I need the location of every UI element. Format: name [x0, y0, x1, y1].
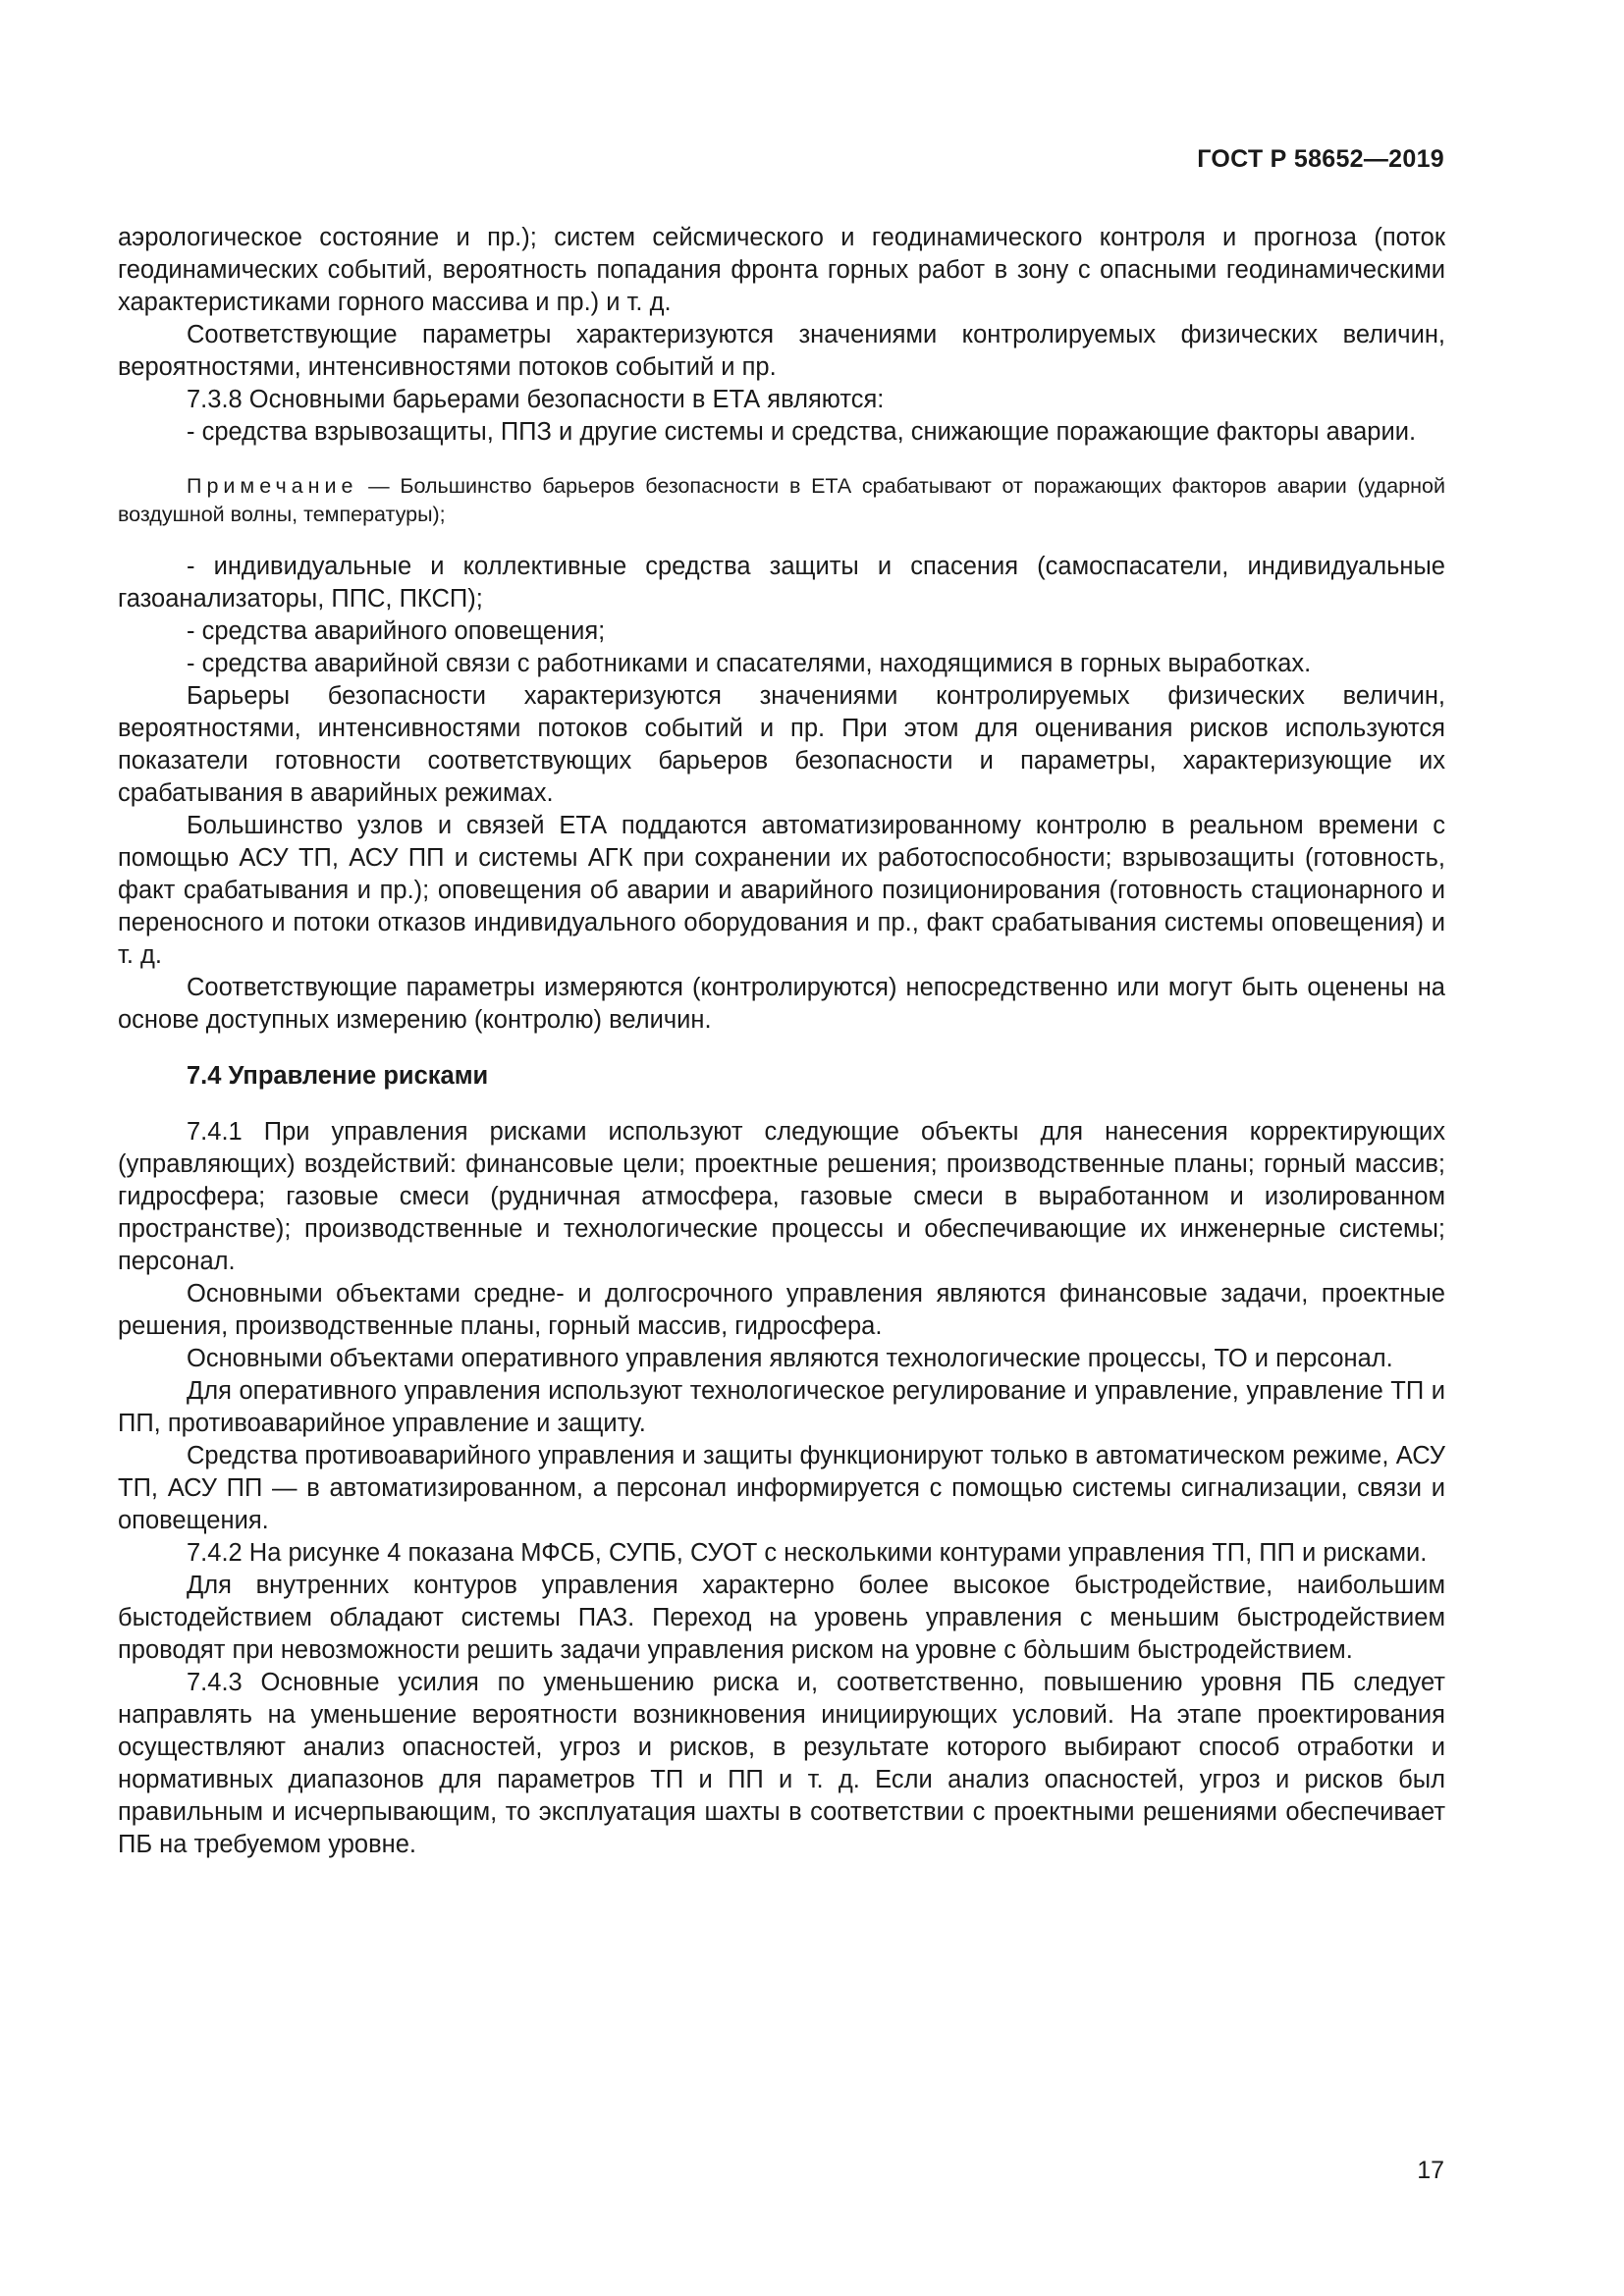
page-body — [118, 222, 1445, 1861]
paragraph: Для внутренних контуров управления характерно более высокое быстродействие, наибольшим быстодействием обладают системы ПАЗ. Переход на уровень управления с меньшим быстродействием проводят при невозможности решить задачи управления риском на уровне с бо̀льшим быстродействием. — [118, 1572, 1445, 1664]
list-item: - средства взрывозащиты, ППЗ и другие системы и средства, снижающие поражающие факторы аварии. — [187, 418, 1417, 446]
note — [118, 472, 1445, 529]
paragraph: Основными объектами оперативного управления являются технологические процессы, ТО и персонал. — [187, 1345, 1393, 1372]
clause-7-3-8: 7.3.8 Основными барьерами безопасности в ЕТА являются: — [187, 386, 885, 413]
paragraph: аэрологическое состояние и пр.); систем сейсмического и геодинамического контроля и прогноза (поток геодинамических событий, вероятность попадания фронта горных работ в зону с опасными геодинамическими характеристиками горного массива и пр.) и т. д. — [118, 224, 1445, 316]
list-item: - средства аварийного оповещения; — [187, 617, 606, 645]
clause-7-4-2: 7.4.2 На рисунке 4 показана МФСБ, СУПБ, СУОТ с несколькими контурами управления ТП, ПП и рисками. — [187, 1539, 1428, 1567]
clause-7-4-3: 7.4.3 Основные усилия по уменьшению риска и, соответственно, повышению уровня ПБ следует направлять на уменьшение вероятности возникновения инициирующих условий. На этапе проектирования осуществляют анализ опасностей, угроз и рисков, в результате которого выбирают способ отработки и нормативных диапазонов для параметров ТП и ПП и т. д. Если анализ опасностей, угроз и рисков был правильным и исчерпывающим, то эксплуатация шахты в соответствии с проектными решениями обеспечивает ПБ на требуемом уровне. — [118, 1669, 1445, 1858]
paragraph: Основными объектами средне- и долгосрочного управления являются финансовые задачи, проектные решения, производственные планы, горный массив, гидросфера. — [118, 1280, 1445, 1340]
paragraph: Соответствующие параметры характеризуются значениями контролируемых физических величин, вероятностями, интенсивностями потоков событий и пр. — [118, 321, 1445, 381]
page-number: 17 — [1417, 2157, 1444, 2184]
note-label: Примечание — [187, 474, 358, 498]
paragraph: Соответствующие параметры измеряются (контролируются) непосредственно или могут быть оценены на основе доступных измерению (контролю) величин. — [118, 974, 1445, 1034]
document-header: ГОСТ Р 58652—2019 — [1197, 145, 1444, 173]
paragraph: Для оперативного управления используют технологическое регулирование и управление, управление ТП и ПП, противоаварийное управление и защиту. — [118, 1377, 1445, 1437]
list-item: - средства аварийной связи с работниками и спасателями, находящимися в горных выработках. — [187, 650, 1312, 677]
paragraph: Барьеры безопасности характеризуются значениями контролируемых физических величин, вероятностями, интенсивностями потоков событий и пр. При этом для оценивания рисков используются показатели готовности соответствующих барьеров безопасности и параметры, характеризующие их срабатывания в аварийных режимах. — [118, 682, 1445, 807]
section-title: 7.4 Управление рисками — [187, 1062, 489, 1090]
list-item: - индивидуальные и коллективные средства защиты и спасения (самоспасатели, индивидуальные газоанализаторы, ППС, ПКСП); — [118, 553, 1445, 613]
paragraph: Большинство узлов и связей ЕТА поддаются автоматизированному контролю в реальном времени с помощью АСУ ТП, АСУ ПП и системы АГК при сохранении их работоспособности; взрывозащиты (готовность, факт срабатывания и пр.); оповещения об аварии и аварийного позиционирования (готовность стационарного и переносного и потоки отказов индивидуального оборудования и пр., факт срабатывания системы оповещения) и т. д. — [118, 812, 1445, 969]
note-text: — Большинство барьеров безопасности в ЕТА срабатывают от поражающих факторов аварии (ударной воздушной волны, температуры); — [118, 474, 1445, 526]
paragraph: Средства противоаварийного управления и защиты функционируют только в автоматическом режиме, АСУ ТП, АСУ ПП — в автоматизированном, а персонал информируется с помощью системы сигнализации, связи и оповещения. — [118, 1442, 1445, 1534]
clause-7-4-1: 7.4.1 При управления рисками используют следующие объекты для нанесения корректирующих (управляющих) воздействий: финансовые цели; проектные решения; производственные планы; горный массив; гидросфера; газовые смеси (рудничная атмосфера, газовые смеси в выработанном и изолированном пространстве); производственные и технологические процессы и обеспечивающие их инженерные системы; персонал. — [118, 1118, 1445, 1275]
